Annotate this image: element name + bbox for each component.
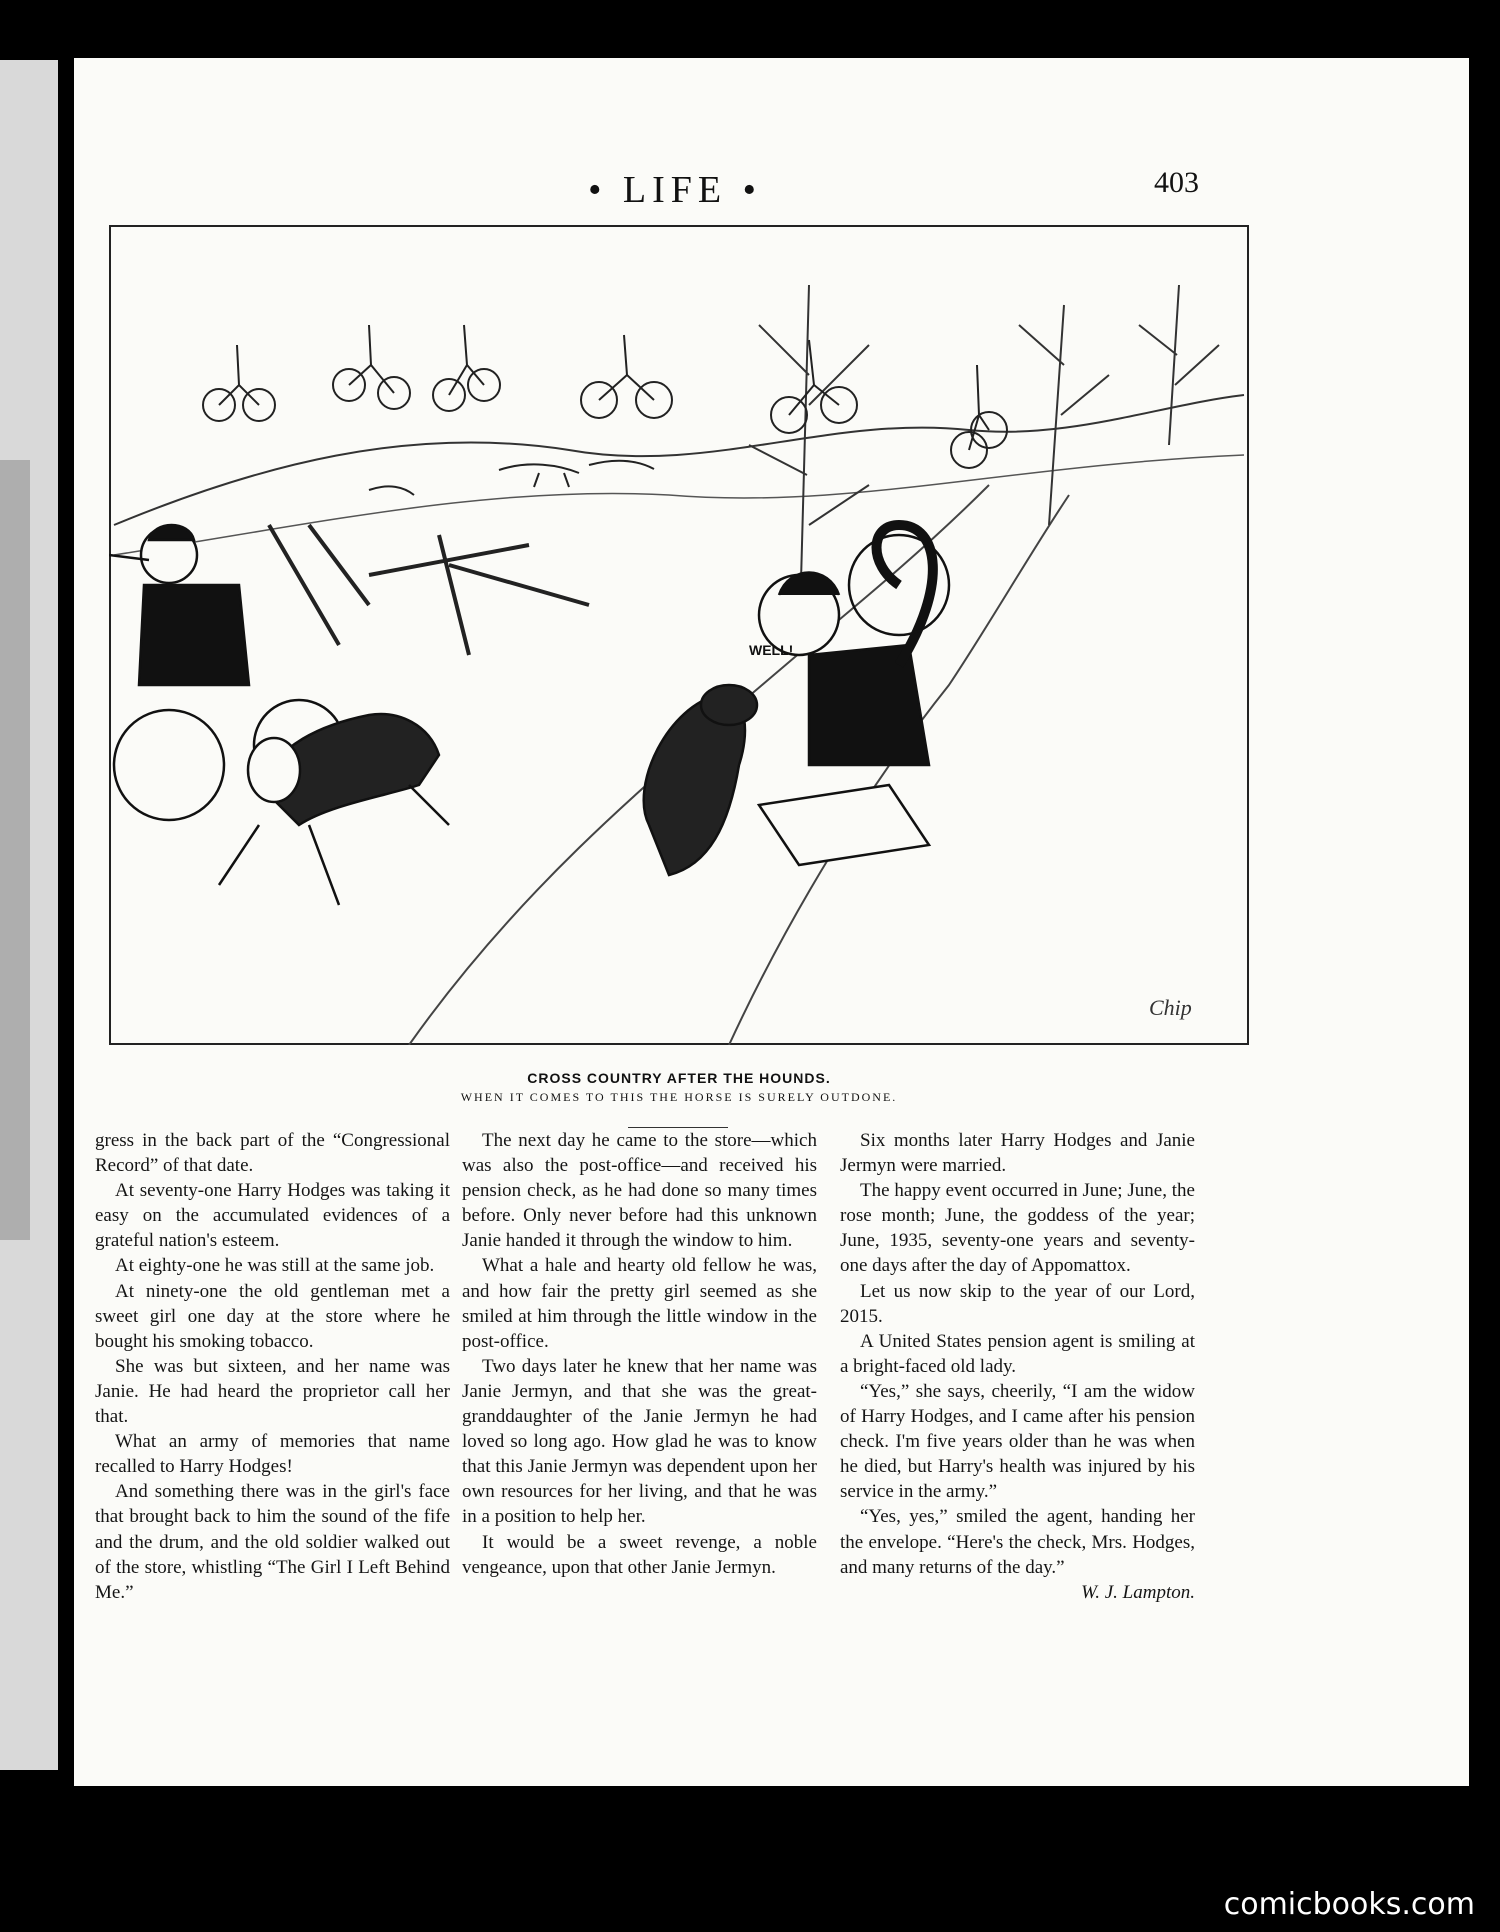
text-column-2	[462, 1128, 817, 1580]
paragraph: What a hale and hearty old fellow he was, and how fair the pretty girl seemed as she smiled at him through the little window in the post-office.	[462, 1255, 817, 1352]
paragraph: At ninety-one the old gentleman met a sweet girl one day at the store where he bought his smoking tobacco.	[95, 1280, 450, 1352]
page-number: 403	[1154, 166, 1199, 199]
magazine-title: • LIFE •	[588, 169, 762, 211]
paragraph: The next day he came to the store—which was also the post-office—and received his pension check, as he had done so many times before. Only never before had this unknown Janie handed it through the window to him.	[462, 1130, 817, 1252]
cartoon-illustration	[109, 225, 1249, 1045]
paragraph: Two days later he knew that her name was Janie Jermyn, and that she was the great-granddaughter of the Janie Jermyn he had loved so long ago. How glad he was to know that this Janie Jermyn was dependent upon her own resources for her living, and that he was in a position to help her.	[462, 1355, 817, 1528]
paragraph: At seventy-one Harry Hodges was taking it easy on the accumulated evidences of a grateful nation's esteem.	[95, 1180, 450, 1252]
text-column-1	[95, 1128, 450, 1605]
paragraph: gress in the back part of the “Congressional Record” of that date.	[95, 1130, 450, 1177]
paragraph: A United States pension agent is smiling at a bright-faced old lady.	[840, 1330, 1195, 1377]
paragraph: Let us now skip to the year of our Lord, 2015.	[840, 1280, 1195, 1327]
paragraph: And something there was in the girl's face that brought back to him the sound of the fife and the drum, and the old soldier walked out of the store, whistling “The Girl I Left Behind Me.”	[95, 1481, 450, 1603]
paragraph: What an army of memories that name recalled to Harry Hodges!	[95, 1431, 450, 1478]
artist-signature: Chip	[1149, 995, 1192, 1020]
text-column-3	[840, 1128, 1195, 1605]
paragraph: At eighty-one he was still at the same job.	[115, 1255, 435, 1277]
paragraph: She was but sixteen, and her name was Janie. He had heard the proprietor call her that.	[95, 1355, 450, 1428]
facing-page-edge	[0, 60, 58, 1770]
illustration-caption	[109, 1070, 1249, 1105]
facing-page-shadow	[0, 460, 30, 1240]
paragraph: It would be a sweet revenge, a noble vengeance, upon that other Janie Jermyn.	[462, 1531, 817, 1578]
paragraph: “Yes, yes,” smiled the agent, handing her the envelope. “Here's the check, Mrs. Hodges, and many returns of the day.”	[840, 1506, 1195, 1578]
paragraph: “Yes,” she says, cheerily, “I am the widow of Harry Hodges, and I came after his pension check. I'm five years older than he was when he died, but Harry's health was injured by his service in the army.”	[840, 1380, 1195, 1503]
author-byline	[840, 1580, 1195, 1605]
paragraph: Six months later Harry Hodges and Janie Jermyn were married.	[840, 1130, 1195, 1177]
paragraph: The happy event occurred in June; June, the rose month; June, the goddess of the year; June, 1935, seventy-one years and seventy-one days after the day of Appomattox.	[840, 1180, 1195, 1277]
illustration-border	[110, 226, 1248, 1044]
caption-subtitle: WHEN IT COMES TO THIS THE HORSE IS SURELY OUTDONE.	[460, 1090, 898, 1104]
caption-title: CROSS COUNTRY AFTER THE HOUNDS.	[527, 1070, 831, 1086]
author-name: W. J. Lampton.	[1081, 1581, 1195, 1603]
speech-exclamation: WELL!	[749, 642, 794, 658]
watermark: comicbooks.com	[1223, 1887, 1475, 1922]
